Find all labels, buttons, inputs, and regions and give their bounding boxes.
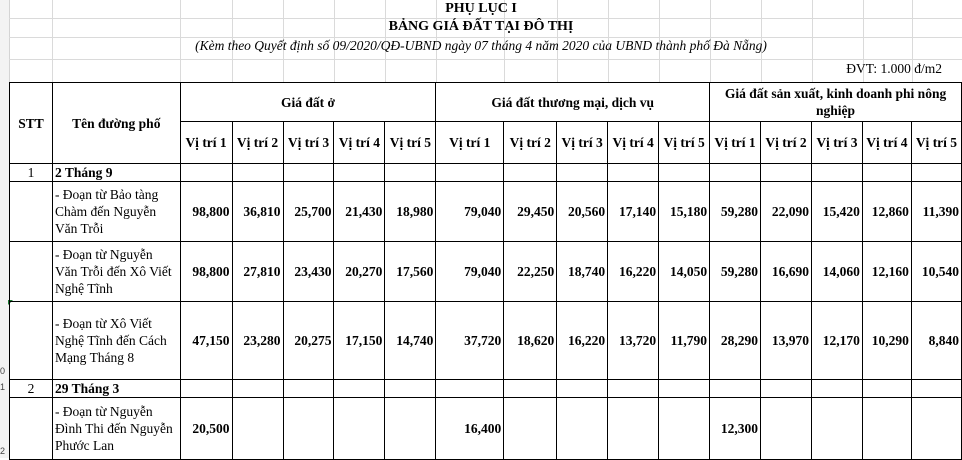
price-cell: 16,220 bbox=[608, 242, 659, 302]
header-prod-position: Vị trí 3 bbox=[811, 122, 862, 164]
header-group-commercial: Giá đất thương mại, dịch vụ bbox=[436, 83, 710, 122]
price-cell: 11,790 bbox=[659, 302, 710, 380]
price-cell: 23,280 bbox=[232, 302, 283, 380]
price-cell bbox=[911, 398, 961, 460]
price-cell bbox=[659, 398, 710, 460]
price-cell bbox=[334, 398, 385, 460]
price-cell bbox=[557, 398, 608, 460]
price-cell: 12,860 bbox=[862, 182, 911, 242]
table-row bbox=[10, 302, 962, 380]
price-cell: 25,700 bbox=[283, 182, 334, 242]
price-cell bbox=[180, 380, 232, 398]
unit-label: ĐVT: 1.000 đ/m2 bbox=[846, 61, 942, 76]
price-cell: 11,390 bbox=[911, 182, 961, 242]
price-cell bbox=[659, 164, 710, 182]
price-cell bbox=[232, 398, 283, 460]
price-cell bbox=[911, 380, 961, 398]
price-cell bbox=[608, 380, 659, 398]
price-cell: 18,980 bbox=[385, 182, 436, 242]
price-cell bbox=[911, 164, 961, 182]
price-cell: 14,060 bbox=[811, 242, 862, 302]
header-group-residential: Giá đất ở bbox=[180, 83, 436, 122]
document-title: BẢNG GIÁ ĐẤT TẠI ĐÔ THỊ bbox=[388, 19, 574, 34]
price-cell: 20,270 bbox=[334, 242, 385, 302]
row-stt: 2 bbox=[10, 380, 53, 398]
price-cell: 17,150 bbox=[334, 302, 385, 380]
price-cell: 12,160 bbox=[862, 242, 911, 302]
price-cell: 98,800 bbox=[180, 182, 232, 242]
price-cell bbox=[710, 164, 761, 182]
price-cell: 79,040 bbox=[436, 182, 504, 242]
price-cell: 20,275 bbox=[283, 302, 334, 380]
price-cell: 15,180 bbox=[659, 182, 710, 242]
price-cell: 27,810 bbox=[232, 242, 283, 302]
header-com-position: Vị trí 1 bbox=[436, 122, 504, 164]
header-res-position: Vị trí 3 bbox=[283, 122, 334, 164]
price-cell: 14,740 bbox=[385, 302, 436, 380]
header-com-position: Vị trí 2 bbox=[504, 122, 557, 164]
price-cell: 16,220 bbox=[557, 302, 608, 380]
price-cell: 12,300 bbox=[710, 398, 761, 460]
price-cell: 13,720 bbox=[608, 302, 659, 380]
table-row bbox=[10, 380, 962, 398]
land-price-table bbox=[9, 82, 962, 460]
row-number: 1 bbox=[0, 382, 6, 392]
price-cell bbox=[710, 380, 761, 398]
header-com-position: Vị trí 5 bbox=[659, 122, 710, 164]
header-stt: STT bbox=[10, 83, 53, 164]
price-cell: 79,040 bbox=[436, 242, 504, 302]
street-segment: - Đoạn từ Xô Viết Nghệ Tĩnh đến Cách Mạng Tháng 8 bbox=[52, 302, 180, 380]
price-cell bbox=[811, 164, 862, 182]
header-prod-position: Vị trí 1 bbox=[710, 122, 761, 164]
price-cell: 18,740 bbox=[557, 242, 608, 302]
street-segment: - Đoạn từ Nguyễn Văn Trỗi đến Xô Viết Nghệ Tĩnh bbox=[52, 242, 180, 302]
price-cell bbox=[283, 164, 334, 182]
price-cell bbox=[608, 398, 659, 460]
price-cell bbox=[385, 164, 436, 182]
price-cell: 10,290 bbox=[862, 302, 911, 380]
price-cell: 28,290 bbox=[710, 302, 761, 380]
row-stt bbox=[10, 182, 53, 242]
header-street: Tên đường phố bbox=[52, 83, 180, 164]
price-cell bbox=[761, 398, 812, 460]
price-cell: 20,560 bbox=[557, 182, 608, 242]
price-cell: 22,250 bbox=[504, 242, 557, 302]
row-number: 2 bbox=[0, 446, 6, 456]
price-cell: 21,430 bbox=[334, 182, 385, 242]
price-cell: 16,400 bbox=[436, 398, 504, 460]
price-cell: 98,800 bbox=[180, 242, 232, 302]
price-cell bbox=[761, 164, 812, 182]
price-cell bbox=[436, 380, 504, 398]
price-cell: 36,810 bbox=[232, 182, 283, 242]
price-cell: 37,720 bbox=[436, 302, 504, 380]
row-stt bbox=[10, 302, 53, 380]
price-cell: 59,280 bbox=[710, 182, 761, 242]
price-cell bbox=[436, 164, 504, 182]
price-cell bbox=[232, 164, 283, 182]
table-row bbox=[10, 182, 962, 242]
price-cell bbox=[862, 380, 911, 398]
price-cell bbox=[232, 380, 283, 398]
street-segment: - Đoạn từ Nguyễn Đình Thi đến Nguyễn Phước Lan bbox=[52, 398, 180, 460]
price-cell: 12,170 bbox=[811, 302, 862, 380]
header-prod-position: Vị trí 4 bbox=[862, 122, 911, 164]
table-row bbox=[10, 398, 962, 460]
price-cell bbox=[557, 164, 608, 182]
price-cell bbox=[504, 398, 557, 460]
price-cell bbox=[557, 380, 608, 398]
price-cell bbox=[862, 398, 911, 460]
price-cell bbox=[862, 164, 911, 182]
row-number: 0 bbox=[0, 366, 6, 376]
price-cell: 23,430 bbox=[283, 242, 334, 302]
header-prod-position: Vị trí 5 bbox=[911, 122, 961, 164]
price-cell bbox=[504, 380, 557, 398]
price-cell bbox=[811, 380, 862, 398]
price-cell bbox=[283, 380, 334, 398]
price-cell bbox=[385, 380, 436, 398]
price-cell: 15,420 bbox=[811, 182, 862, 242]
table-row bbox=[10, 242, 962, 302]
price-cell: 59,280 bbox=[710, 242, 761, 302]
price-cell bbox=[761, 380, 812, 398]
price-cell: 20,500 bbox=[180, 398, 232, 460]
row-stt bbox=[10, 242, 53, 302]
price-cell: 16,690 bbox=[761, 242, 812, 302]
price-cell: 8,840 bbox=[911, 302, 961, 380]
header-res-position: Vị trí 4 bbox=[334, 122, 385, 164]
header-group-production: Giá đất sản xuất, kinh doanh phi nông nghiệp bbox=[710, 83, 962, 122]
row-stt bbox=[10, 398, 53, 460]
appendix-heading: PHỤ LỤC I bbox=[445, 1, 517, 16]
document-subtitle: (Kèm theo Quyết định số 09/2020/QĐ-UBND ngày 07 tháng 4 năm 2020 của UBND thành phố Đà Nẵng) bbox=[195, 38, 767, 53]
price-cell: 22,090 bbox=[761, 182, 812, 242]
price-cell bbox=[283, 398, 334, 460]
street-name: 29 Tháng 3 bbox=[52, 380, 180, 398]
price-cell: 18,620 bbox=[504, 302, 557, 380]
header-res-position: Vị trí 1 bbox=[180, 122, 232, 164]
price-cell bbox=[385, 398, 436, 460]
row-stt: 1 bbox=[10, 164, 53, 182]
price-cell bbox=[659, 380, 710, 398]
price-cell: 14,050 bbox=[659, 242, 710, 302]
price-cell: 17,140 bbox=[608, 182, 659, 242]
price-cell bbox=[504, 164, 557, 182]
price-cell bbox=[334, 380, 385, 398]
price-cell bbox=[334, 164, 385, 182]
street-segment: - Đoạn từ Bảo tàng Chàm đến Nguyễn Văn Trỗi bbox=[52, 182, 180, 242]
price-cell: 47,150 bbox=[180, 302, 232, 380]
street-name: 2 Tháng 9 bbox=[52, 164, 180, 182]
header-prod-position: Vị trí 2 bbox=[761, 122, 812, 164]
price-cell: 13,970 bbox=[761, 302, 812, 380]
price-cell: 10,540 bbox=[911, 242, 961, 302]
price-cell: 17,560 bbox=[385, 242, 436, 302]
price-cell bbox=[608, 164, 659, 182]
header-res-position: Vị trí 2 bbox=[232, 122, 283, 164]
price-cell bbox=[811, 398, 862, 460]
header-com-position: Vị trí 4 bbox=[608, 122, 659, 164]
header-res-position: Vị trí 5 bbox=[385, 122, 436, 164]
header-com-position: Vị trí 3 bbox=[557, 122, 608, 164]
table-row bbox=[10, 164, 962, 182]
price-cell: 29,450 bbox=[504, 182, 557, 242]
price-cell bbox=[180, 164, 232, 182]
